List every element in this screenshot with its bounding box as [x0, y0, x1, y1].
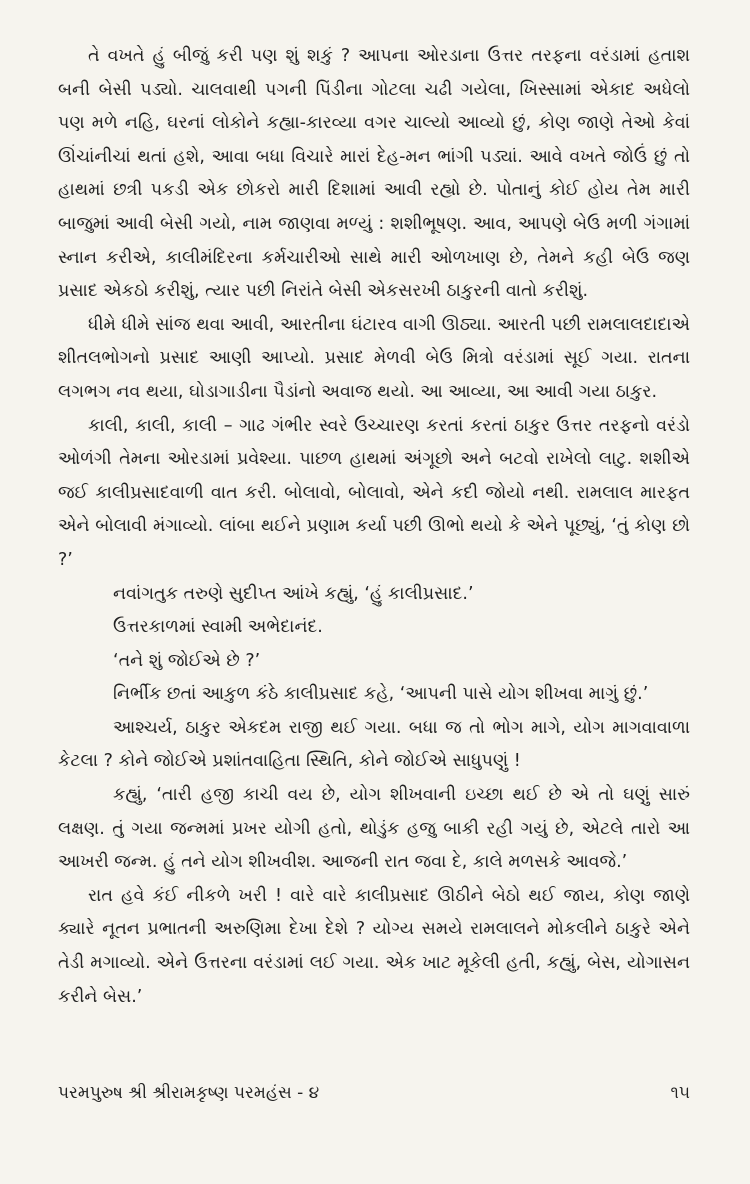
paragraph-9: કહ્યું, ‘તારી હજી કાચી વય છે, યોગ શીખવાની ઇચ્છા થઈ છે એ તો ઘણું સારું લક્ષણ. તું ગયા જન્મમાં પ્રખર યોગી હતો, થોડુંક હજુ બાકી રહી ગયું છે, એટલે તારો આ આખરી જન્મ. હું તને યોગ શીખવીશ. આજની રાત જવા દે, કાલે મળસકે આવજે.’ [58, 785, 690, 873]
paragraph-5: ઉત્તરકાળમાં સ્વામી અભેદાનંદ. [113, 617, 323, 638]
page-body [58, 40, 690, 1014]
page-number: ૧૫ [670, 1083, 690, 1103]
page-footer [58, 1083, 690, 1103]
paragraph-1: તે વખતે હું બીજું કરી પણ શું શકું ? આપના ઓરડાના ઉત્તર તરફના વરંડામાં હતાશ બની બેસી પડ્યો. ચાલવાથી પગની પિંડીના ગોટલા ચઢી ગયેલા, ખિસ્સામાં એકાદ અધેલો પણ મળે નહિ, ઘરનાં લોકોને કહ્યા-કારવ્યા વગર ચાલ્યો આવ્યો છું, કોણ જાણે તેઓ કેવાં ઊંચાંનીચાં થતાં હશે, આવા બધા વિચારે મારાં દેહ-મન ભાંગી પડ્યાં. આવે વખતે જોઉં છું તો હાથમાં છત્રી પકડી એક છોકરો મારી દિશામાં આવી રહ્યો છે. પોતાનું કોઈ હોય તેમ મારી બાજુમાં આવી બેસી ગયો, નામ જાણવા મળ્યું : શશીભૂષણ. આવ, આપણે બેઉ મળી ગંગામાં સ્નાન કરીએ, કાલીમંદિરના કર્મચારીઓ સાથે મારી ઓળખાણ છે, તેમને કહી બેઉ જણ પ્રસાદ એકઠો કરીશું, ત્યાર પછી નિરાંતે બેસી એકસરખી ઠાકુરની વાતો કરીશું. [58, 46, 690, 302]
paragraph-2: ધીમે ધીમે સાંજ થવા આવી, આરતીના ઘંટારવ વાગી ઊઠ્યા. આરતી પછી રામલાલદાદાએ શીતલભોગનો પ્રસાદ આણી આપ્યો. પ્રસાદ મેળવી બેઉ મિત્રો વરંડામાં સૂઈ ગયા. રાતના લગભગ નવ થયા, ઘોડાગાડીના પૈડાંનો અવાજ થયો. આ આવ્યા, આ આવી ગયા ઠાકુર. [58, 314, 690, 402]
paragraph-8: આશ્ચર્ય, ઠાકુર એકદમ રાજી થઈ ગયા. બધા જ તો ભોગ માગે, યોગ માગવાવાળા કેટલા ? કોને જોઈએ પ્રશાંતવાહિતા સ્થિતિ, કોને જોઈએ સાધુપણું ! [58, 717, 690, 772]
paragraph-4: નવાંગતુક તરુણે સુદીપ્ત આંખે કહ્યું, ‘હું કાલીપ્રસાદ.’ [113, 583, 474, 604]
running-title: પરમપુરુષ શ્રી શ્રીરામકૃષ્ણ પરમહંસ - ૪ [58, 1083, 320, 1103]
paragraph-10: રાત હવે કંઈ નીકળે ખરી ! વારે વારે કાલીપ્રસાદ ઊઠીને બેઠો થઈ જાય, કોણ જાણે ક્યારે નૂતન પ્રભાતની અરુણિમા દેખા દેશે ? યોગ્ય સમયે રામલાલને મોકલીને ઠાકુરે એને તેડી મગાવ્યો. એને ઉત્તરના વરંડામાં લઈ ગયા. એક ખાટ મૂકેલી હતી, કહ્યું, બેસ, યોગાસન કરીને બેસ.’ [58, 885, 690, 1007]
paragraph-6: ‘તને શું જોઈએ છે ?’ [113, 650, 261, 671]
paragraph-7: નિર્ભીક છતાં આકુળ કંઠે કાલીપ્રસાદ કહે, ‘આપની પાસે યોગ શીખવા માગું છું.’ [113, 684, 649, 705]
paragraph-3: કાલી, કાલી, કાલી – ગાઢ ગંભીર સ્વરે ઉચ્ચારણ કરતાં કરતાં ઠાકુર ઉત્તર તરફનો વરંડો ઓળંગી તેમના ઓરડામાં પ્રવેશ્યા. પાછળ હાથમાં અંગૂછો અને બટવો રાખેલો લાટુ. શશીએ જઈ કાલીપ્રસાદવાળી વાત કરી. બોલાવો, બોલાવો, એને કદી જોયો નથી. રામલાલ મારફત એને બોલાવી મંગાવ્યો. લાંબા થઈને પ્રણામ કર્યા પછી ઊભો થયો કે એને પૂછ્યું, ‘તું કોણ છો ?’ [58, 415, 690, 570]
